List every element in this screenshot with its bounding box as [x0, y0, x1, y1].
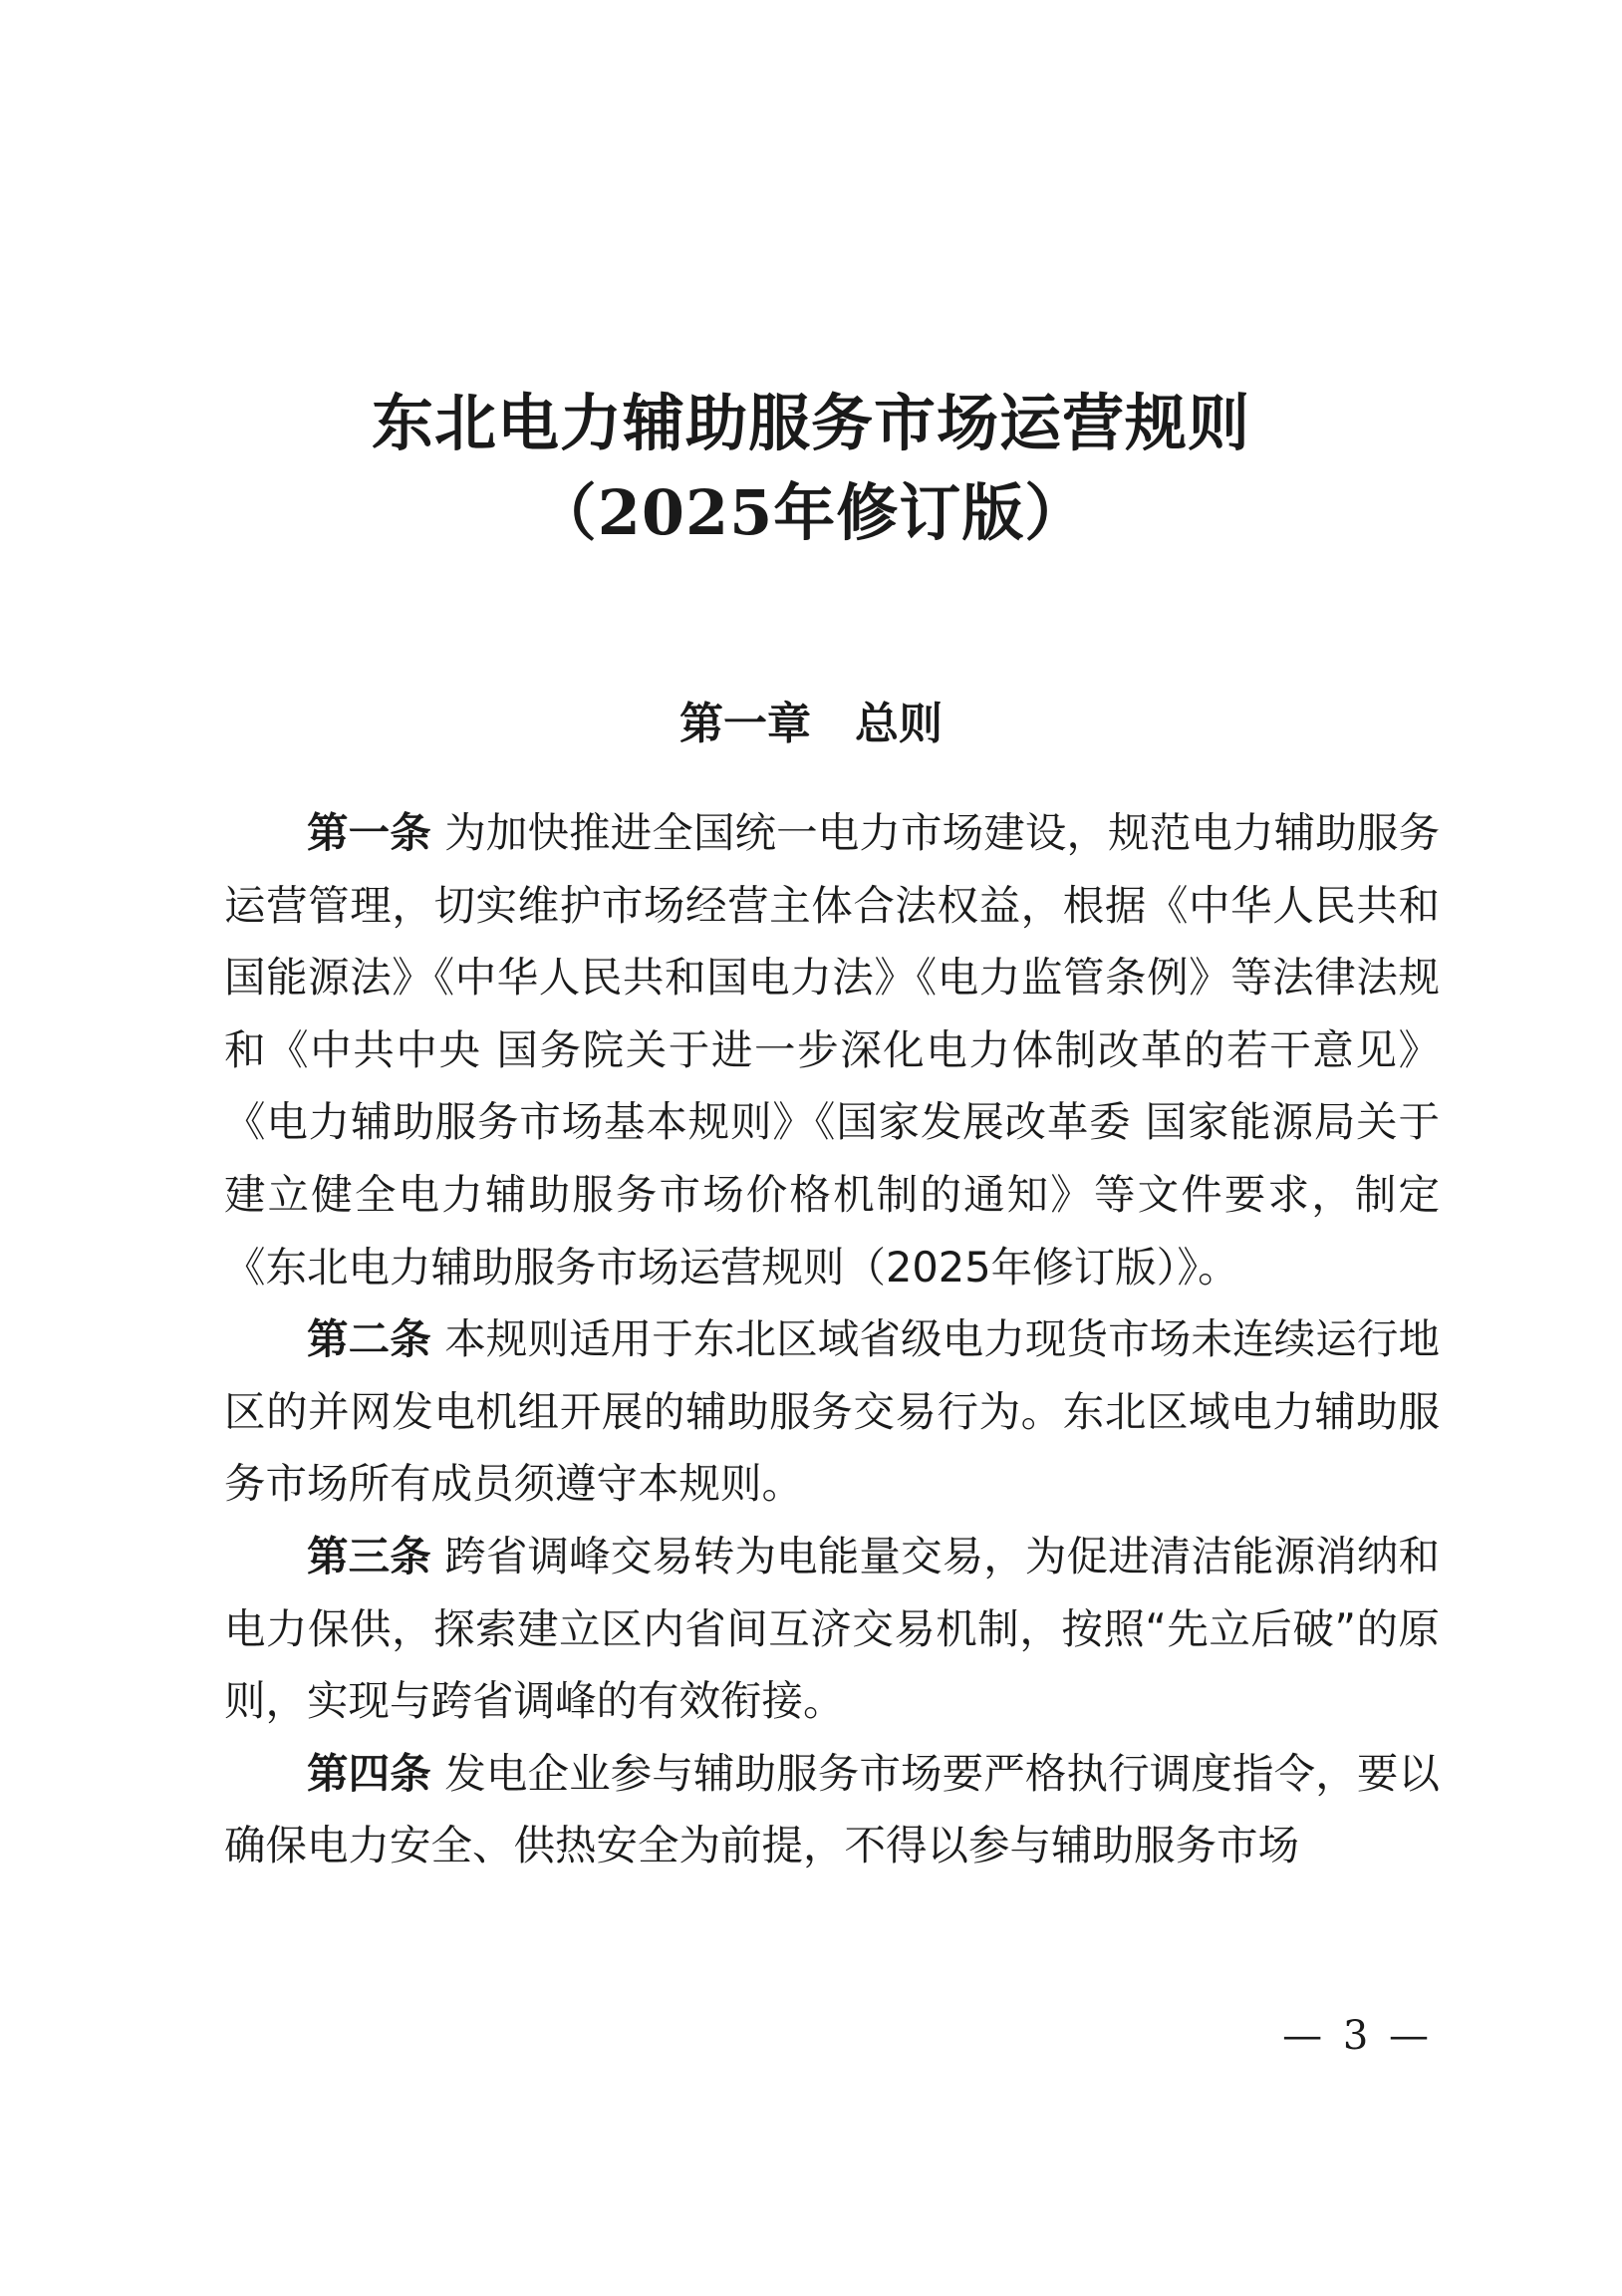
article-paragraph: [224, 1521, 1440, 1738]
document-subtitle-version: （2025年修订版）: [534, 476, 1088, 549]
article-text: 为加快推进全国统一电力市场建设，规范电力辅助服务运营管理，切实维护市场经营主体合法权益，根据《中华人民共和国能源法》《中华人民共和国电力法》《电力监管条例》等法律法规和《中共中央 国务院关于进一步深化电力体制改革的若干意见》《电力辅助服务市场基本规则》《国家发展改革委 国家能源局关于建立健全电力辅助服务市场价格机制的通知》等文件要求，制定《东北电力辅助服务市场运营规则（2025年修订版）》。: [224, 808, 1440, 1292]
document-title: 东北电力辅助服务市场运营规则: [371, 387, 1250, 459]
article-paragraph: [224, 797, 1440, 1303]
chapter-name: 总则: [855, 699, 943, 749]
article-number: 第四条: [307, 1748, 431, 1798]
article-paragraph: [224, 1303, 1440, 1521]
article-paragraph: [224, 1738, 1440, 1882]
chapter-number: 第一章: [679, 699, 811, 749]
article-number: 第一条: [307, 808, 431, 857]
document-body: [224, 797, 1440, 1882]
article-text: 本规则适用于东北区域省级电力现货市场未连续运行地区的并网发电机组开展的辅助服务交易行为。东北区域电力辅助服务市场所有成员须遵守本规则。: [224, 1314, 1440, 1509]
article-number: 第三条: [307, 1531, 431, 1580]
page-number: — 3 —: [1282, 2013, 1433, 2059]
chapter-heading: [0, 688, 1622, 751]
article-text: 跨省调峰交易转为电能量交易，为促进清洁能源消纳和电力保供，探索建立区内省间互济交易机制，按照“先立后破”的原则，实现与跨省调峰的有效衔接。: [224, 1531, 1440, 1726]
article-number: 第二条: [307, 1314, 431, 1364]
article-text: 发电企业参与辅助服务市场要严格执行调度指令，要以确保电力安全、供热安全为前提，不得以参与辅助服务市场: [224, 1748, 1440, 1870]
